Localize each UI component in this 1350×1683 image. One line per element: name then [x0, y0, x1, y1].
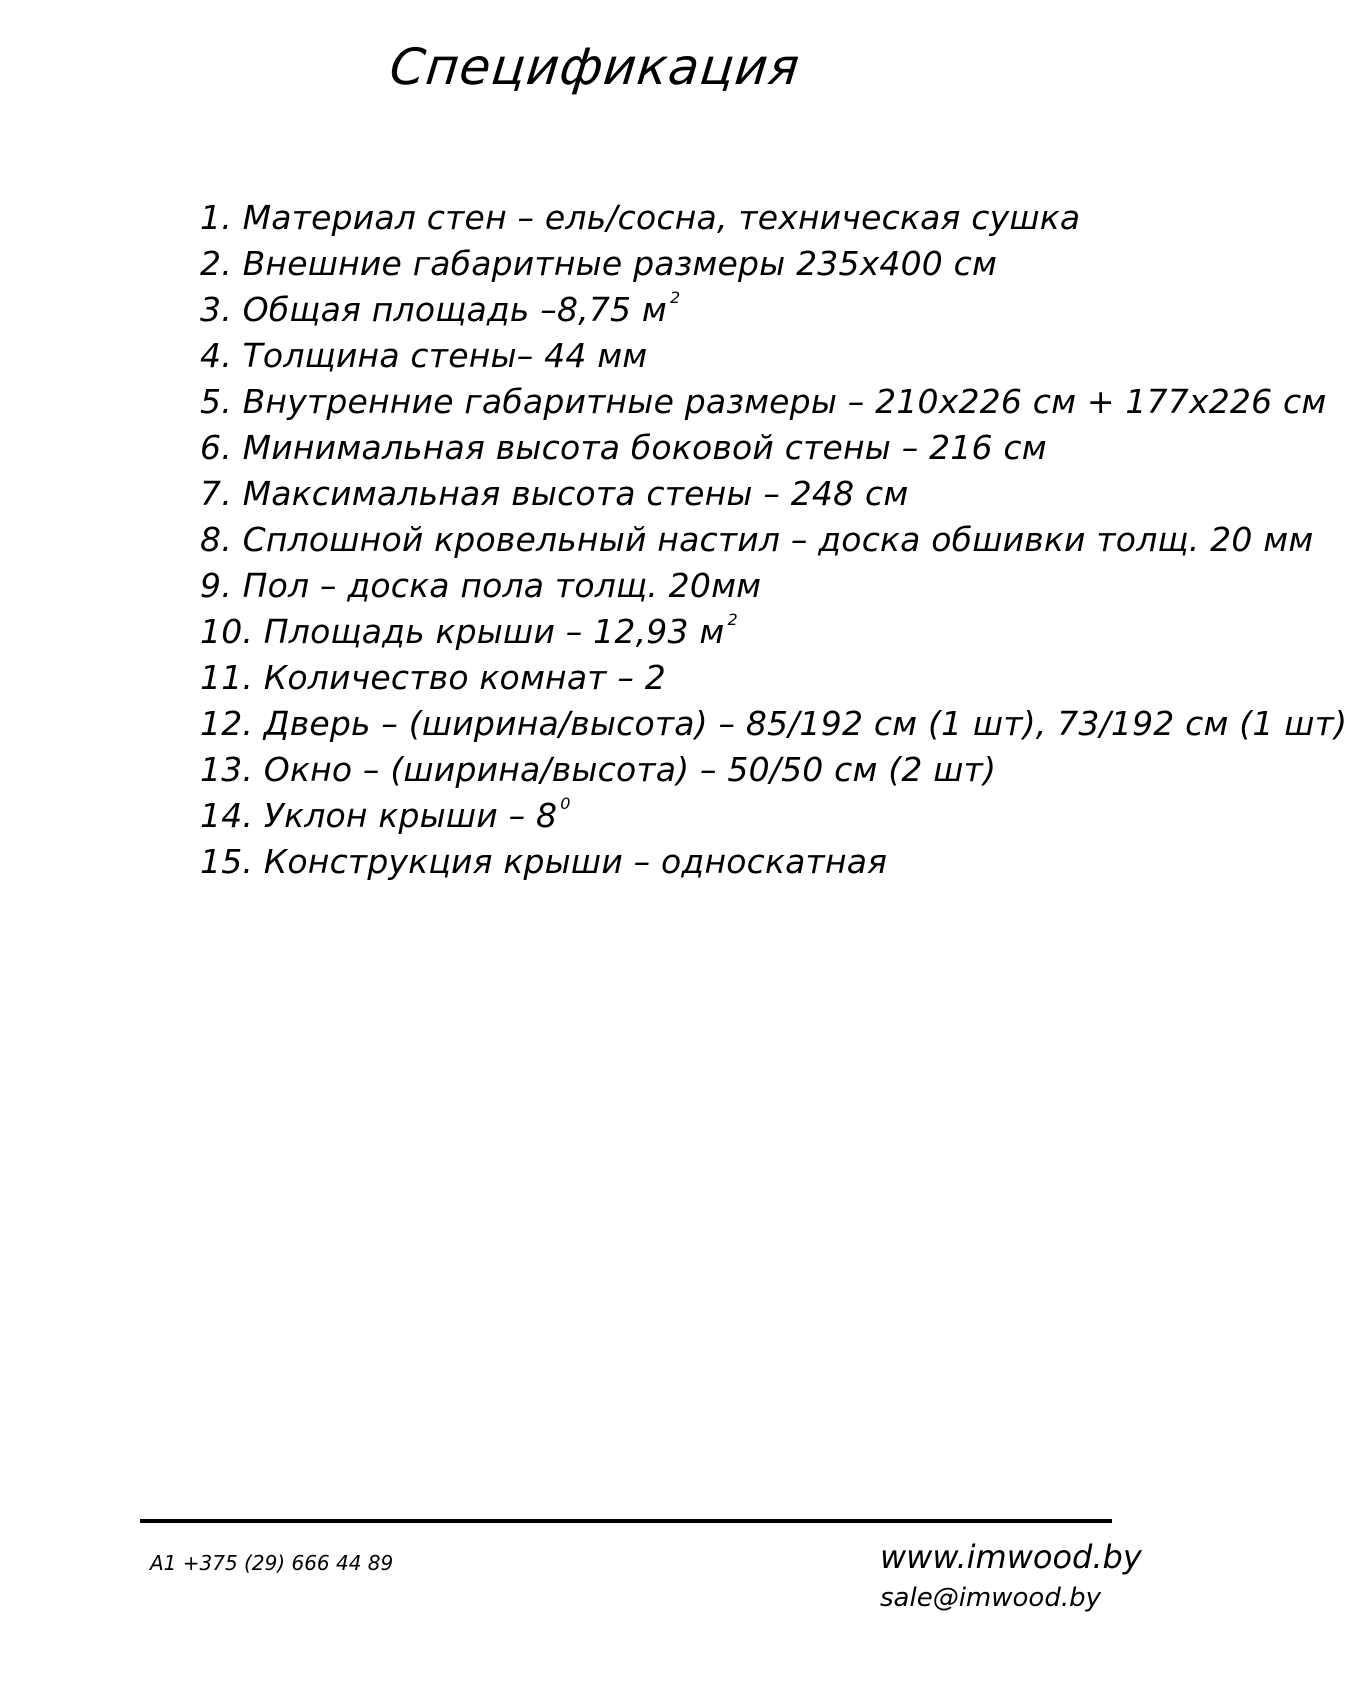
spec-item-2: [200, 229, 1350, 283]
spec-item-superscript: 2: [727, 610, 738, 629]
spec-item-10: [200, 597, 1350, 651]
spec-item-text: 14. Уклон крыши – 8: [200, 796, 558, 835]
spec-item-1: [200, 183, 1350, 237]
spec-item-11: [200, 643, 1350, 697]
spec-item-4: [200, 321, 1350, 375]
spec-item-text: 3. Общая площадь –8,75 м: [200, 290, 668, 329]
spec-item-text: 10. Площадь крыши – 12,93 м: [200, 612, 725, 651]
footer-phone: А1 +375 (29) 666 44 89: [150, 1551, 394, 1575]
footer-email-link[interactable]: sale@imwood.by: [880, 1583, 1101, 1613]
spec-item-superscript: 2: [670, 288, 681, 307]
spec-item-text: 7. Максимальная высота стены – 248 см: [200, 474, 909, 513]
specification-list: [200, 183, 1350, 881]
spec-item-text: 12. Дверь – (ширина/высота) – 85/192 см (1 шт), 73/192 см (1 шт): [200, 704, 1348, 743]
spec-item-5: [200, 367, 1350, 421]
spec-item-12: [200, 689, 1350, 743]
footer-divider: [140, 1519, 1112, 1523]
spec-item-text: 9. Пол – доска пола толщ. 20мм: [200, 566, 762, 605]
spec-item-7: [200, 459, 1350, 513]
spec-item-text: 2. Внешние габаритные размеры 235х400 см: [200, 244, 998, 283]
spec-item-text: 8. Сплошной кровельный настил – доска обшивки толщ. 20 мм: [200, 520, 1314, 559]
spec-item-text: 6. Минимальная высота боковой стены – 216 см: [200, 428, 1047, 467]
page-title: Спецификация: [387, 38, 803, 96]
spec-item-text: 15. Конструкция крыши – односкатная: [200, 842, 888, 881]
spec-item-8: [200, 505, 1350, 559]
footer-website-link[interactable]: www.imwood.by: [880, 1538, 1142, 1576]
spec-item-text: 4. Толщина стены– 44 мм: [200, 336, 648, 375]
spec-item-15: [200, 827, 1350, 881]
spec-item-superscript: 0: [560, 794, 571, 813]
spec-item-text: 1. Материал стен – ель/сосна, техническая сушка: [200, 198, 1081, 237]
spec-item-text: 11. Количество комнат – 2: [200, 658, 666, 697]
spec-item-text: 5. Внутренние габаритные размеры – 210х226 см + 177х226 см: [200, 382, 1327, 421]
spec-item-text: 13. Окно – (ширина/высота) – 50/50 см (2 шт): [200, 750, 997, 789]
